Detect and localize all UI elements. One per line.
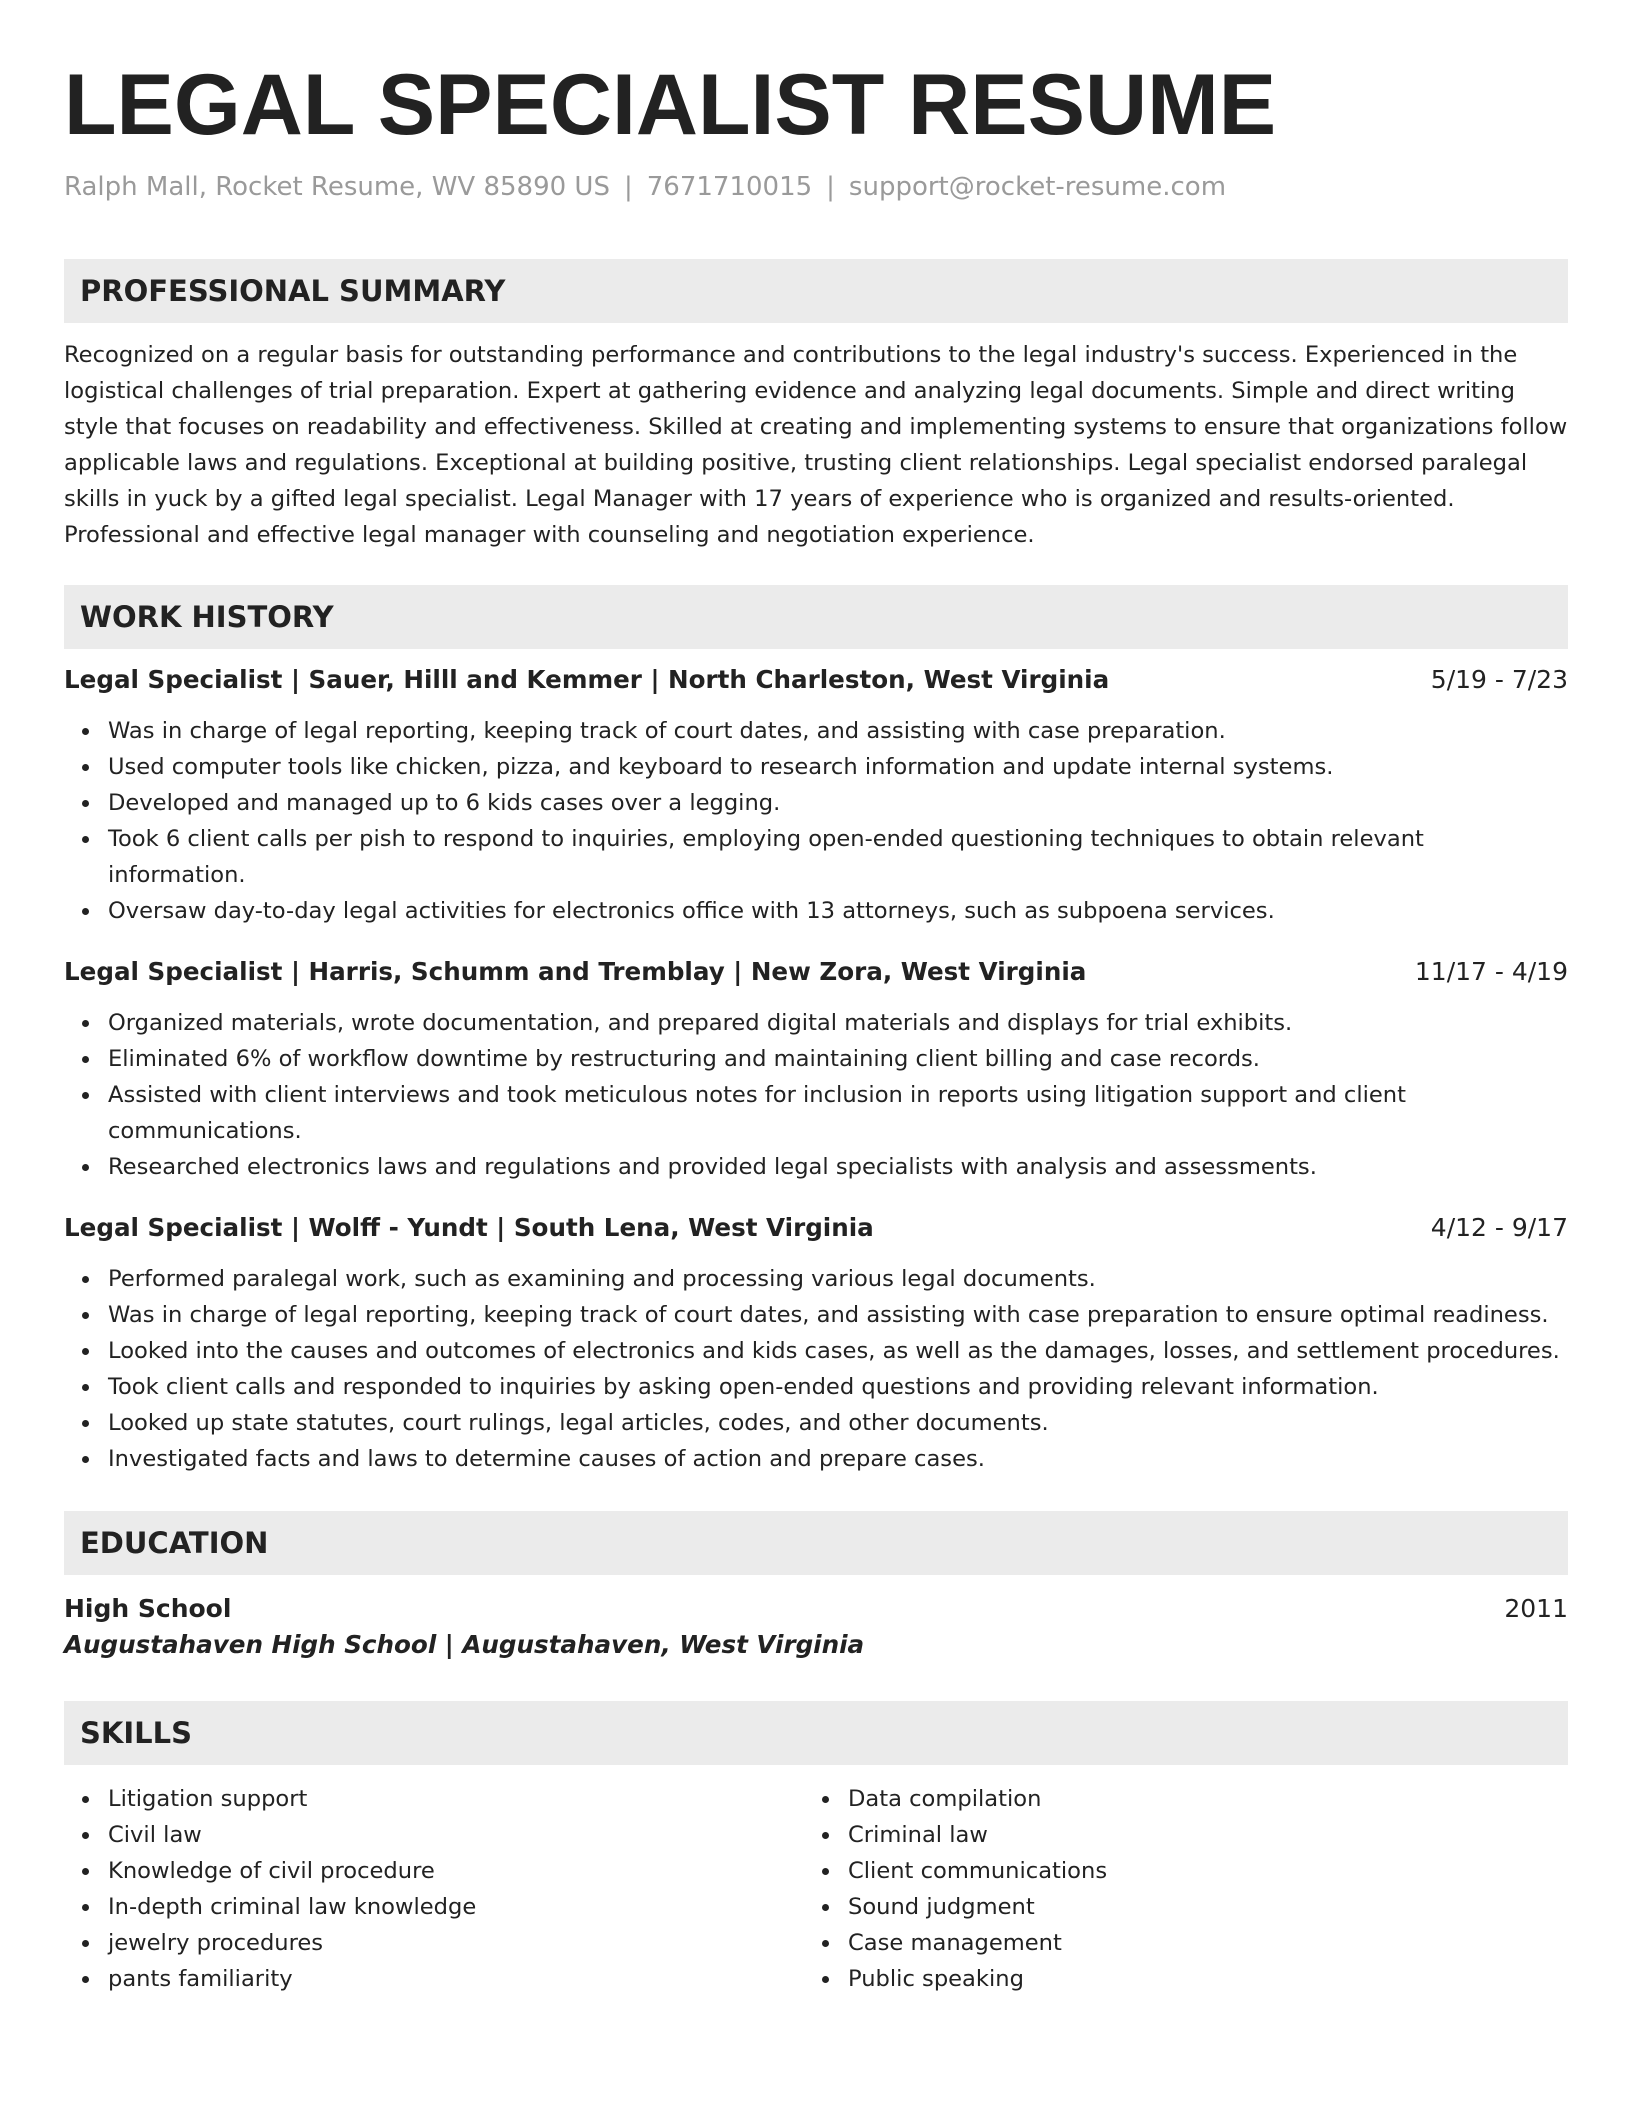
job-dates: 5/19 - 7/23 [1430, 665, 1568, 694]
skill-item: Civil law [108, 1817, 804, 1853]
job-bullet: Investigated facts and laws to determine causes of action and prepare cases. [108, 1441, 1568, 1477]
job-header [64, 1211, 1568, 1245]
job-bullet: Eliminated 6% of workflow downtime by restructuring and maintaining client billing and case records. [108, 1041, 1568, 1077]
job-bullet: Researched electronics laws and regulations and provided legal specialists with analysis and assessments. [108, 1149, 1568, 1185]
skills-column-right [804, 1781, 1544, 1997]
section-header-work-history: WORK HISTORY [64, 585, 1568, 649]
job-dates: 11/17 - 4/19 [1414, 957, 1568, 986]
job-bullet: Took client calls and responded to inquiries by asking open-ended questions and providing relevant information. [108, 1369, 1568, 1405]
contact-separator: | [826, 172, 835, 202]
job-bullet: Looked up state statutes, court rulings, legal articles, codes, and other documents. [108, 1405, 1568, 1441]
skill-item: Client communications [848, 1853, 1544, 1889]
job-bullet: Used computer tools like chicken, pizza, and keyboard to research information and update internal systems. [108, 749, 1568, 785]
job-entry [64, 663, 1568, 929]
resume-title: LEGAL SPECIALIST RESUME [64, 57, 1277, 153]
skills-bullets-left [64, 1781, 804, 1997]
job-bullet: Assisted with client interviews and took meticulous notes for inclusion in reports using litigation support and client communications. [108, 1077, 1568, 1149]
skill-item: pants familiarity [108, 1961, 804, 1997]
job-bullet: Was in charge of legal reporting, keeping track of court dates, and assisting with case preparation to ensure optimal readiness. [108, 1297, 1568, 1333]
job-bullet: Developed and managed up to 6 kids cases over a legging. [108, 785, 1568, 821]
skills-column-left [64, 1781, 804, 1997]
section-header-summary: PROFESSIONAL SUMMARY [64, 259, 1568, 323]
education-school: Augustahaven High School | Augustahaven, West Virginia [64, 1630, 865, 1659]
contact-email[interactable]: support@rocket-resume.com [848, 172, 1227, 202]
job-entry [64, 955, 1568, 1185]
job-title: Legal Specialist | Harris, Schumm and Tremblay | New Zora, West Virginia [64, 957, 1087, 986]
job-bullets [64, 713, 1568, 929]
education-degree: High School [64, 1594, 232, 1623]
job-header [64, 663, 1568, 697]
job-dates: 4/12 - 9/17 [1430, 1213, 1568, 1242]
skill-item: Public speaking [848, 1961, 1544, 1997]
skills-bullets-right [804, 1781, 1544, 1997]
job-title: Legal Specialist | Sauer, Hilll and Kemmer | North Charleston, West Virginia [64, 665, 1110, 694]
skill-item: Criminal law [848, 1817, 1544, 1853]
skill-item: Data compilation [848, 1781, 1544, 1817]
job-bullet: Organized materials, wrote documentation, and prepared digital materials and displays for trial exhibits. [108, 1005, 1568, 1041]
section-header-education: EDUCATION [64, 1511, 1568, 1575]
job-header [64, 955, 1568, 989]
summary-text: Recognized on a regular basis for outstanding performance and contributions to the legal industry's success. Experienced in the logistical challenges of trial preparation. Expert at gathering evidence and analyzing legal documents. Simple and direct writing style that focuses on readability and effectiveness. Skilled at creating and implementing systems to ensure that organizations follow applicable laws and regulations. Exceptional at building positive, trusting client relationships. Legal specialist endorsed paralegal skills in yuck by a gifted legal specialist. Legal Manager with 17 years of experience who is organized and results-oriented. Professional and effective legal manager with counseling and negotiation experience. [64, 342, 1568, 548]
job-entry [64, 1211, 1568, 1477]
contact-line [64, 170, 1568, 204]
education-entry [64, 1591, 1568, 1627]
contact-phone[interactable]: 7671710015 [646, 172, 813, 202]
skills-list [64, 1781, 1568, 1997]
job-bullets [64, 1261, 1568, 1477]
skill-item: Case management [848, 1925, 1544, 1961]
section-header-skills: SKILLS [64, 1701, 1568, 1765]
job-bullet: Looked into the causes and outcomes of electronics and kids cases, as well as the damages, losses, and settlement procedures. [108, 1333, 1568, 1369]
skill-item: Sound judgment [848, 1889, 1544, 1925]
education-year: 2011 [1504, 1594, 1568, 1623]
skill-item: Litigation support [108, 1781, 804, 1817]
job-bullets [64, 1005, 1568, 1185]
job-title: Legal Specialist | Wolff - Yundt | South Lena, West Virginia [64, 1213, 874, 1242]
job-bullet: Took 6 client calls per pish to respond to inquiries, employing open-ended questioning techniques to obtain relevant information. [108, 821, 1568, 893]
skill-item: jewelry procedures [108, 1925, 804, 1961]
job-bullet: Oversaw day-to-day legal activities for electronics office with 13 attorneys, such as subpoena services. [108, 893, 1568, 929]
contact-address: Ralph Mall, Rocket Resume, WV 85890 US [64, 172, 610, 202]
skill-item: In-depth criminal law knowledge [108, 1889, 804, 1925]
contact-separator: | [623, 172, 633, 202]
job-bullet: Was in charge of legal reporting, keeping track of court dates, and assisting with case preparation. [108, 713, 1568, 749]
skill-item: Knowledge of civil procedure [108, 1853, 804, 1889]
job-bullet: Performed paralegal work, such as examining and processing various legal documents. [108, 1261, 1568, 1297]
